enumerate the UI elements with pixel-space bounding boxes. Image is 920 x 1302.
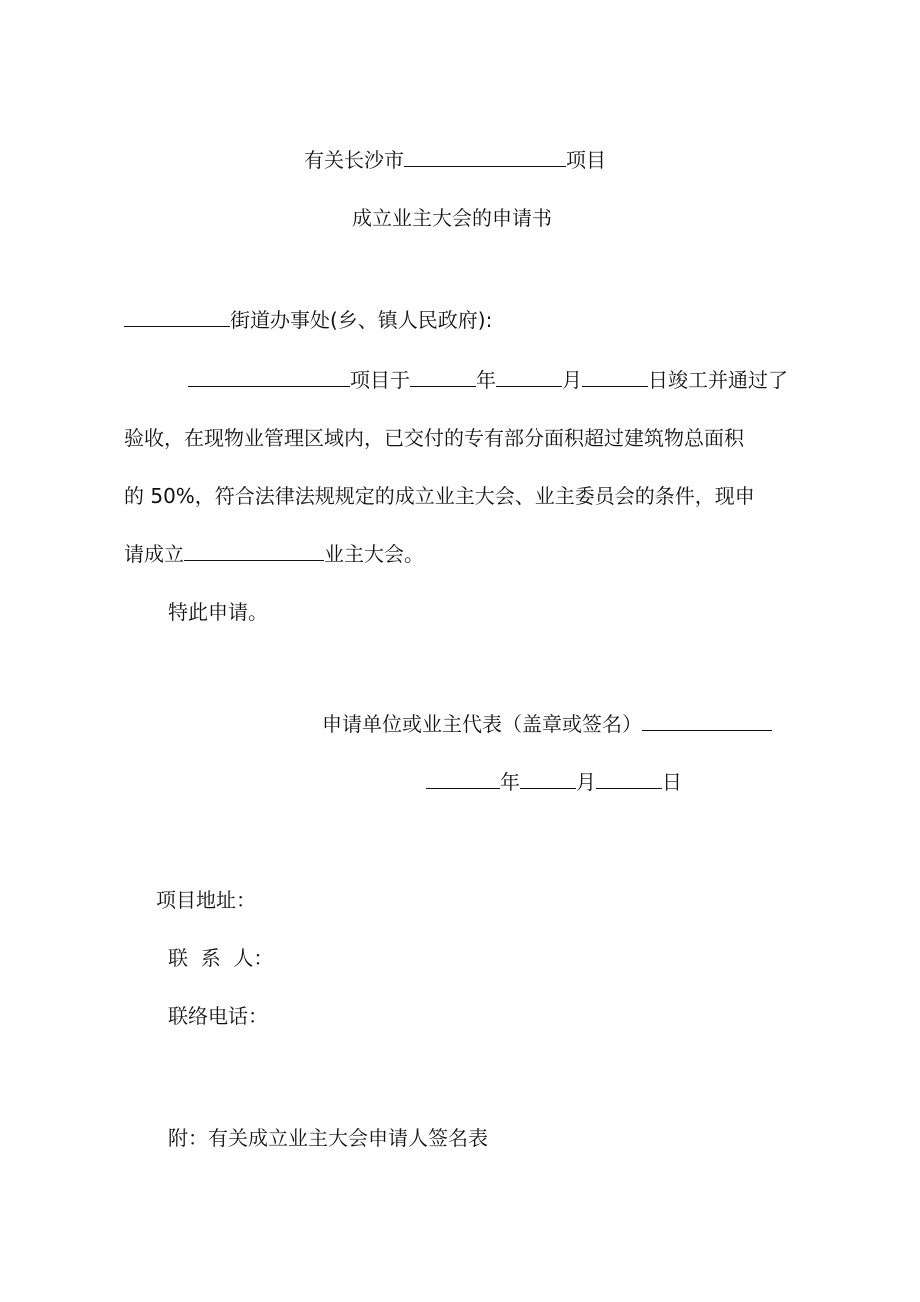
contact-phone-label: 联络电话：	[168, 1004, 268, 1028]
body-establish-prefix: 请成立	[124, 542, 184, 566]
body-line-4	[124, 540, 424, 568]
title-prefix: 有关长沙市	[304, 148, 404, 172]
body-line-1	[188, 366, 788, 394]
day-blank	[582, 366, 648, 387]
body-line-2: 验收，在现物业管理区域内，已交付的专有部分面积超过建筑物总面积	[124, 426, 744, 450]
title-line-1	[304, 146, 606, 174]
signature-blank	[642, 710, 772, 731]
body-establish-suffix: 业主大会。	[324, 542, 424, 566]
body-project-suffix: 项目于	[350, 368, 410, 392]
title-line-2: 成立业主大会的申请书	[352, 206, 552, 230]
year-blank	[410, 366, 476, 387]
contact-person-label: 联 系 人：	[168, 946, 274, 970]
signature-month: 月	[576, 770, 596, 794]
project-name-blank	[188, 366, 350, 387]
body-day-rest: 日竣工并通过了	[648, 368, 788, 392]
body-year: 年	[476, 368, 496, 392]
signature-line	[322, 710, 772, 738]
project-address-label: 项目地址：	[156, 888, 256, 912]
signature-month-blank	[520, 768, 576, 789]
signature-year: 年	[500, 770, 520, 794]
signature-day: 日	[662, 770, 682, 794]
owners-assembly-blank	[184, 540, 324, 561]
signature-year-blank	[426, 768, 500, 789]
signature-label: 申请单位或业主代表（盖章或签名）	[322, 712, 642, 736]
body-line-3: 的 50%，符合法律法规规定的成立业主大会、业主委员会的条件，现申	[124, 484, 755, 508]
attachment-line: 附：有关成立业主大会申请人签名表	[168, 1126, 488, 1150]
signature-date-line	[426, 768, 682, 796]
title-suffix: 项目	[566, 148, 606, 172]
closing-line: 特此申请。	[168, 600, 268, 624]
month-blank	[496, 366, 562, 387]
body-month: 月	[562, 368, 582, 392]
signature-day-blank	[596, 768, 662, 789]
street-office-blank	[124, 306, 230, 327]
city-project-blank	[404, 146, 566, 167]
addressee-line	[124, 306, 492, 334]
addressee-text: 街道办事处(乡、镇人民政府):	[230, 308, 493, 332]
